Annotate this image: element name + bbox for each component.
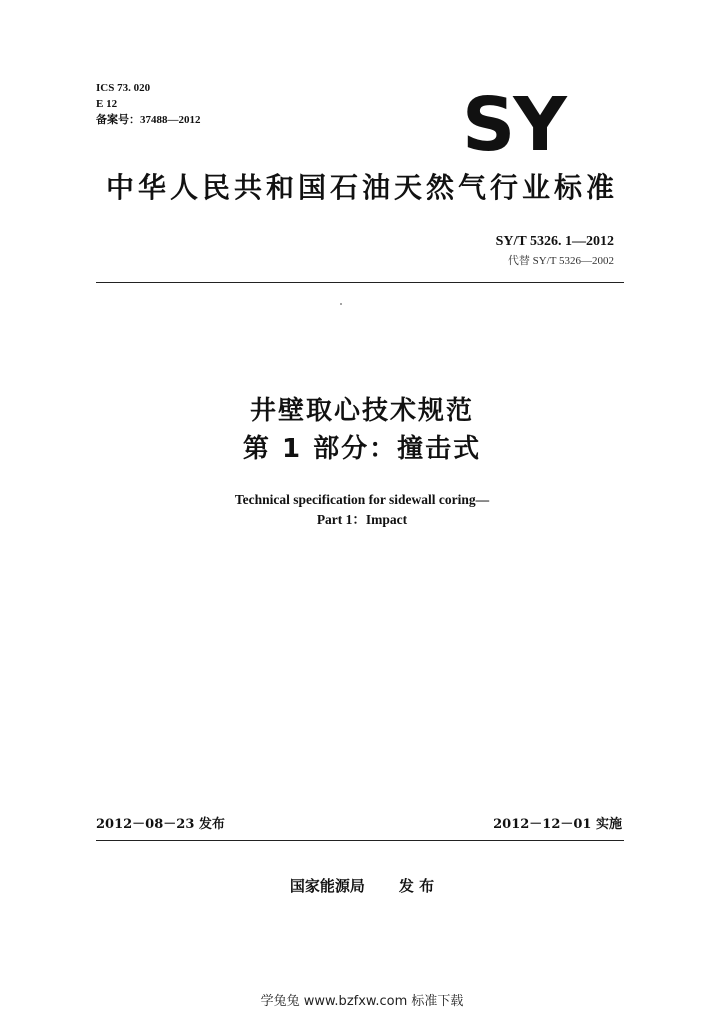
title-cn-line2: 第 1 部分：撞击式 xyxy=(242,434,482,464)
top-divider xyxy=(96,282,624,283)
issuer-action: 发 布 xyxy=(398,877,435,895)
category-code: E 12 xyxy=(96,98,118,110)
industry-standard-title: 中华人民共和国石油天然气行业标准 xyxy=(105,171,618,204)
standard-number: SY/T 5326. 1—2012 xyxy=(495,234,614,249)
ics-code: ICS 73. 020 xyxy=(96,82,151,94)
title-en-line2: Part 1：Impact xyxy=(316,512,408,527)
scan-speck xyxy=(340,303,342,305)
effective-date: 2012－12－01 实施 xyxy=(493,817,622,832)
issuer-name: 国家能源局 xyxy=(289,877,365,895)
title-en-line1: Technical specification for sidewall coring— xyxy=(234,492,490,507)
sy-logo: SY xyxy=(462,82,565,168)
bottom-divider xyxy=(96,840,624,841)
footer-watermark[interactable]: 学兔兔 www.bzfxw.com 标准下载 xyxy=(260,994,464,1009)
replaces-standard: 代替 SY/T 5326—2002 xyxy=(507,255,614,267)
filing-number: 备案号：37488—2012 xyxy=(96,114,201,126)
title-cn-line1: 井壁取心技术规范 xyxy=(249,396,474,426)
publish-date: 2012－08－23 发布 xyxy=(96,817,225,832)
issuer-line xyxy=(0,876,724,896)
